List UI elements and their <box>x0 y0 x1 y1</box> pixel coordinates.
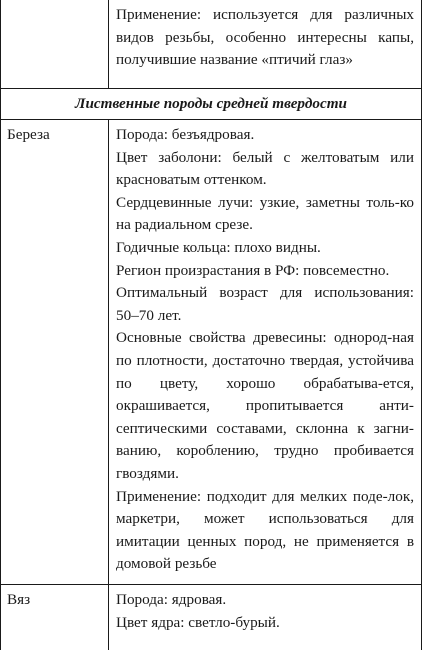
row-name-elm: Вяз <box>7 591 31 608</box>
column-divider-body <box>108 119 109 650</box>
top-row-description <box>116 4 414 72</box>
description-line: Оптимальный возраст для использования: 50–70 лет. <box>116 284 414 324</box>
column-divider-top <box>108 0 109 88</box>
row-name-birch: Береза <box>7 126 50 143</box>
description-line: Регион произрастания в РФ: повсеместно. <box>116 261 390 279</box>
description-line: Годичные кольца: плохо видны. <box>116 238 321 256</box>
table-rule-after-birch <box>0 584 422 585</box>
description-line: Применение: подходит для мелких поде-лок, маркетри, может использоваться для имитации ценных пород, не применяется в домовой резьбе <box>116 487 414 573</box>
description-line: Сердцевинные лучи: узкие, заметны толь-ко на радиальном срезе. <box>116 193 414 234</box>
description-line: Цвет заболони: белый с желтоватым или красноватым оттенком. <box>116 148 414 189</box>
description-line: Порода: безъядровая. <box>116 126 255 143</box>
description-line: Цвет ядра: светло-бурый. <box>116 613 280 631</box>
description-line: Порода: ядровая. <box>116 591 227 608</box>
section-heading: Лиственные породы средней твердости <box>75 95 347 112</box>
row-description-birch <box>116 124 414 576</box>
table-rule-after-top-row <box>0 88 422 89</box>
row-description-elm <box>116 589 414 634</box>
table-rule-after-heading <box>0 119 422 120</box>
top-row-paragraph: Применение: используется для различных видов резьбы, особенно интересны капы, получившие название «птичий глаз» <box>116 6 414 69</box>
description-line: Основные свойства древесины: однород-ная по плотности, достаточно твердая, устойчива по цвету, хорошо обрабатыва-ется, окрашивается, пропитывается анти-септическими составами, склонна к загни-ванию, короблению, трудно пробивается гвоздями. <box>116 329 414 482</box>
